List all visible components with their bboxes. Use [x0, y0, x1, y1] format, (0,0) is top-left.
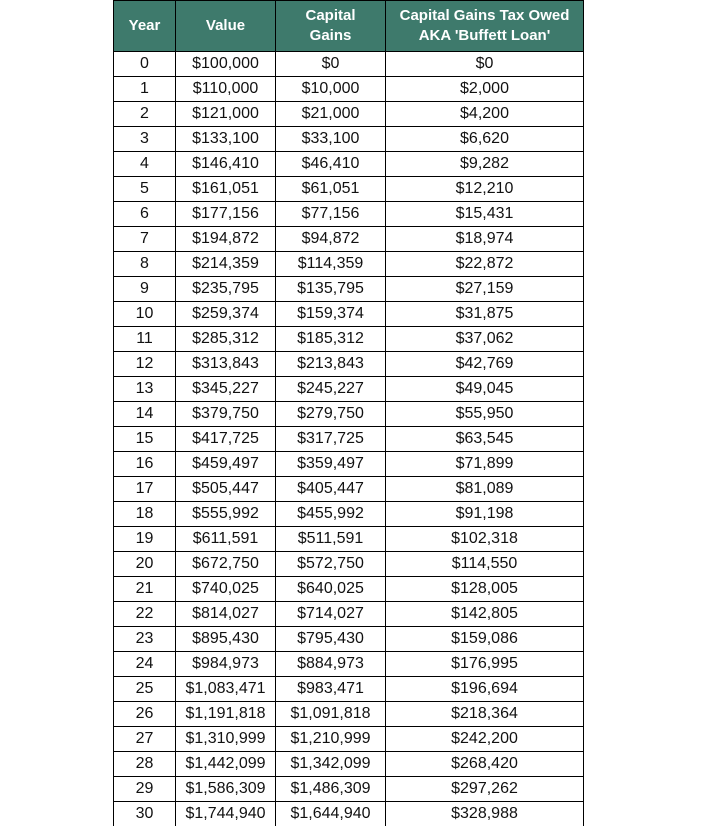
table-row — [114, 752, 584, 777]
cell-year: 9 — [114, 277, 176, 302]
cell-value: $110,000 — [176, 77, 276, 102]
cell-capital-gains: $185,312 — [276, 327, 386, 352]
cell-year: 14 — [114, 402, 176, 427]
table-row — [114, 352, 584, 377]
cell-value: $285,312 — [176, 327, 276, 352]
cell-tax-owed: $102,318 — [386, 527, 584, 552]
cell-year: 27 — [114, 727, 176, 752]
table-row — [114, 452, 584, 477]
column-header-capital-gains — [276, 1, 386, 52]
cell-value: $740,025 — [176, 577, 276, 602]
table-row — [114, 52, 584, 77]
table-row — [114, 702, 584, 727]
cell-value: $214,359 — [176, 252, 276, 277]
table-row — [114, 427, 584, 452]
cell-capital-gains: $511,591 — [276, 527, 386, 552]
column-header-tax-owed-line2: AKA 'Buffett Loan' — [418, 27, 551, 44]
cell-year: 5 — [114, 177, 176, 202]
cell-capital-gains: $1,644,940 — [276, 802, 386, 826]
table-row — [114, 602, 584, 627]
cell-year: 24 — [114, 652, 176, 677]
cell-year: 15 — [114, 427, 176, 452]
cell-tax-owed: $22,872 — [386, 252, 584, 277]
header-row — [114, 1, 584, 52]
table-row — [114, 102, 584, 127]
cell-capital-gains: $455,992 — [276, 502, 386, 527]
cell-tax-owed: $176,995 — [386, 652, 584, 677]
cell-year: 19 — [114, 527, 176, 552]
cell-year: 18 — [114, 502, 176, 527]
cell-value: $505,447 — [176, 477, 276, 502]
cell-tax-owed: $55,950 — [386, 402, 584, 427]
cell-tax-owed: $91,198 — [386, 502, 584, 527]
column-header-capital-gains-line2: Gains — [309, 27, 352, 44]
cell-year: 25 — [114, 677, 176, 702]
cell-tax-owed: $27,159 — [386, 277, 584, 302]
cell-value: $1,744,940 — [176, 802, 276, 826]
cell-tax-owed: $4,200 — [386, 102, 584, 127]
cell-tax-owed: $71,899 — [386, 452, 584, 477]
cell-capital-gains: $94,872 — [276, 227, 386, 252]
table-row — [114, 302, 584, 327]
cell-tax-owed: $6,620 — [386, 127, 584, 152]
table-row — [114, 802, 584, 826]
cell-tax-owed: $37,062 — [386, 327, 584, 352]
cell-tax-owed: $31,875 — [386, 302, 584, 327]
cell-capital-gains: $405,447 — [276, 477, 386, 502]
cell-capital-gains: $640,025 — [276, 577, 386, 602]
cell-capital-gains: $359,497 — [276, 452, 386, 477]
table-row — [114, 327, 584, 352]
cell-tax-owed: $63,545 — [386, 427, 584, 452]
column-header-value-label: Value — [205, 17, 246, 34]
cell-year: 30 — [114, 802, 176, 826]
cell-year: 10 — [114, 302, 176, 327]
cell-value: $121,000 — [176, 102, 276, 127]
cell-tax-owed: $81,089 — [386, 477, 584, 502]
buffett-loan-table — [113, 0, 584, 826]
cell-capital-gains: $317,725 — [276, 427, 386, 452]
cell-tax-owed: $196,694 — [386, 677, 584, 702]
table-body — [114, 52, 584, 826]
table-row — [114, 777, 584, 802]
cell-capital-gains: $33,100 — [276, 127, 386, 152]
cell-capital-gains: $245,227 — [276, 377, 386, 402]
cell-year: 20 — [114, 552, 176, 577]
cell-year: 7 — [114, 227, 176, 252]
column-header-tax-owed-line1: Capital Gains Tax Owed — [399, 7, 570, 24]
cell-value: $259,374 — [176, 302, 276, 327]
table-row — [114, 77, 584, 102]
cell-year: 23 — [114, 627, 176, 652]
cell-tax-owed: $242,200 — [386, 727, 584, 752]
cell-tax-owed: $297,262 — [386, 777, 584, 802]
cell-tax-owed: $2,000 — [386, 77, 584, 102]
table-row — [114, 527, 584, 552]
cell-value: $194,872 — [176, 227, 276, 252]
cell-tax-owed: $15,431 — [386, 202, 584, 227]
cell-capital-gains: $77,156 — [276, 202, 386, 227]
cell-tax-owed: $328,988 — [386, 802, 584, 826]
cell-tax-owed: $159,086 — [386, 627, 584, 652]
cell-capital-gains: $114,359 — [276, 252, 386, 277]
cell-capital-gains: $983,471 — [276, 677, 386, 702]
cell-capital-gains: $1,210,999 — [276, 727, 386, 752]
cell-year: 3 — [114, 127, 176, 152]
table-row — [114, 577, 584, 602]
cell-year: 21 — [114, 577, 176, 602]
cell-value: $611,591 — [176, 527, 276, 552]
cell-year: 22 — [114, 602, 176, 627]
cell-value: $895,430 — [176, 627, 276, 652]
cell-tax-owed: $142,805 — [386, 602, 584, 627]
table-row — [114, 627, 584, 652]
table-row — [114, 727, 584, 752]
table-row — [114, 252, 584, 277]
cell-capital-gains: $21,000 — [276, 102, 386, 127]
cell-tax-owed: $49,045 — [386, 377, 584, 402]
cell-year: 0 — [114, 52, 176, 77]
table-row — [114, 377, 584, 402]
table-row — [114, 402, 584, 427]
cell-capital-gains: $279,750 — [276, 402, 386, 427]
cell-year: 17 — [114, 477, 176, 502]
table-header — [114, 1, 584, 52]
table-row — [114, 202, 584, 227]
column-header-year — [114, 1, 176, 52]
table-row — [114, 652, 584, 677]
table-row — [114, 152, 584, 177]
cell-year: 28 — [114, 752, 176, 777]
cell-value: $235,795 — [176, 277, 276, 302]
cell-capital-gains: $0 — [276, 52, 386, 77]
table-row — [114, 177, 584, 202]
cell-value: $1,586,309 — [176, 777, 276, 802]
cell-capital-gains: $61,051 — [276, 177, 386, 202]
cell-capital-gains: $714,027 — [276, 602, 386, 627]
cell-value: $177,156 — [176, 202, 276, 227]
cell-capital-gains: $1,342,099 — [276, 752, 386, 777]
cell-value: $161,051 — [176, 177, 276, 202]
cell-value: $459,497 — [176, 452, 276, 477]
cell-year: 6 — [114, 202, 176, 227]
cell-value: $379,750 — [176, 402, 276, 427]
cell-tax-owed: $268,420 — [386, 752, 584, 777]
cell-value: $984,973 — [176, 652, 276, 677]
table-row — [114, 477, 584, 502]
column-header-year-label: Year — [128, 17, 161, 34]
table-row — [114, 677, 584, 702]
cell-capital-gains: $1,091,818 — [276, 702, 386, 727]
cell-value: $417,725 — [176, 427, 276, 452]
cell-year: 4 — [114, 152, 176, 177]
cell-tax-owed: $42,769 — [386, 352, 584, 377]
column-header-capital-gains-line1: Capital — [305, 7, 356, 24]
cell-capital-gains: $884,973 — [276, 652, 386, 677]
cell-year: 29 — [114, 777, 176, 802]
cell-capital-gains: $572,750 — [276, 552, 386, 577]
cell-value: $313,843 — [176, 352, 276, 377]
cell-tax-owed: $9,282 — [386, 152, 584, 177]
cell-year: 13 — [114, 377, 176, 402]
cell-tax-owed: $0 — [386, 52, 584, 77]
cell-capital-gains: $10,000 — [276, 77, 386, 102]
cell-tax-owed: $218,364 — [386, 702, 584, 727]
column-header-value — [176, 1, 276, 52]
cell-capital-gains: $795,430 — [276, 627, 386, 652]
table-row — [114, 127, 584, 152]
cell-tax-owed: $114,550 — [386, 552, 584, 577]
cell-year: 11 — [114, 327, 176, 352]
cell-year: 12 — [114, 352, 176, 377]
cell-capital-gains: $213,843 — [276, 352, 386, 377]
table-row — [114, 277, 584, 302]
cell-year: 26 — [114, 702, 176, 727]
cell-value: $1,442,099 — [176, 752, 276, 777]
column-header-tax-owed — [386, 1, 584, 52]
cell-year: 2 — [114, 102, 176, 127]
cell-value: $133,100 — [176, 127, 276, 152]
cell-value: $1,310,999 — [176, 727, 276, 752]
table-row — [114, 502, 584, 527]
cell-value: $146,410 — [176, 152, 276, 177]
cell-value: $345,227 — [176, 377, 276, 402]
cell-tax-owed: $12,210 — [386, 177, 584, 202]
cell-capital-gains: $46,410 — [276, 152, 386, 177]
cell-value: $672,750 — [176, 552, 276, 577]
cell-year: 8 — [114, 252, 176, 277]
cell-value: $1,191,818 — [176, 702, 276, 727]
cell-value: $1,083,471 — [176, 677, 276, 702]
table-row — [114, 552, 584, 577]
cell-value: $814,027 — [176, 602, 276, 627]
cell-tax-owed: $18,974 — [386, 227, 584, 252]
cell-year: 1 — [114, 77, 176, 102]
cell-value: $555,992 — [176, 502, 276, 527]
cell-capital-gains: $159,374 — [276, 302, 386, 327]
cell-year: 16 — [114, 452, 176, 477]
cell-tax-owed: $128,005 — [386, 577, 584, 602]
table-row — [114, 227, 584, 252]
cell-value: $100,000 — [176, 52, 276, 77]
cell-capital-gains: $135,795 — [276, 277, 386, 302]
cell-capital-gains: $1,486,309 — [276, 777, 386, 802]
